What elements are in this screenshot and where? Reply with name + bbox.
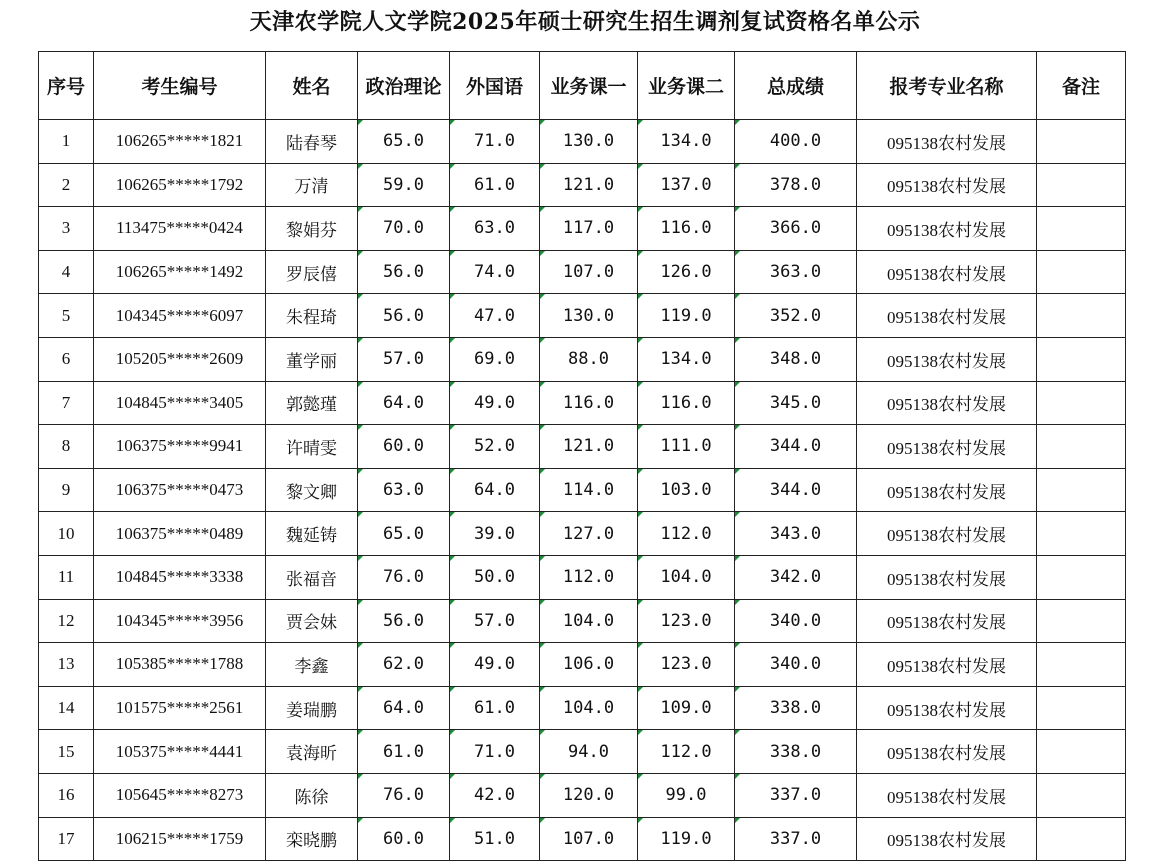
- cell-index: 14: [39, 686, 94, 730]
- cell-name: 万清: [266, 163, 358, 207]
- cell-course-1: 104.0: [540, 686, 638, 730]
- cell-foreign-language: 50.0: [450, 555, 540, 599]
- cell-course-2: 116.0: [638, 207, 735, 251]
- cell-course-1: 112.0: [540, 555, 638, 599]
- cell-foreign-language: 47.0: [450, 294, 540, 338]
- table-row: [39, 207, 1126, 251]
- cell-course-1: 106.0: [540, 643, 638, 687]
- cell-remark: [1037, 120, 1126, 164]
- cell-major: 095138农村发展: [857, 686, 1037, 730]
- cell-major: 095138农村发展: [857, 730, 1037, 774]
- cell-politics: 59.0: [358, 163, 450, 207]
- cell-name: 姜瑞鹏: [266, 686, 358, 730]
- cell-name: 栾晓鹏: [266, 817, 358, 861]
- cell-total: 345.0: [735, 381, 857, 425]
- cell-name: 袁海昕: [266, 730, 358, 774]
- cell-candidate-id: 106375*****0489: [94, 512, 266, 556]
- cell-major: 095138农村发展: [857, 250, 1037, 294]
- cell-major: 095138农村发展: [857, 425, 1037, 469]
- cell-foreign-language: 39.0: [450, 512, 540, 556]
- table-row: [39, 425, 1126, 469]
- table-row: [39, 599, 1126, 643]
- cell-name: 董学丽: [266, 337, 358, 381]
- cell-politics: 56.0: [358, 250, 450, 294]
- cell-course-2: 134.0: [638, 120, 735, 164]
- cell-foreign-language: 49.0: [450, 643, 540, 687]
- cell-major: 095138农村发展: [857, 163, 1037, 207]
- cell-index: 4: [39, 250, 94, 294]
- cell-politics: 64.0: [358, 381, 450, 425]
- cell-index: 2: [39, 163, 94, 207]
- cell-index: 11: [39, 555, 94, 599]
- cell-politics: 64.0: [358, 686, 450, 730]
- cell-index: 16: [39, 773, 94, 817]
- cell-name: 陆春琴: [266, 120, 358, 164]
- cell-course-2: 123.0: [638, 643, 735, 687]
- cell-foreign-language: 61.0: [450, 163, 540, 207]
- cell-politics: 56.0: [358, 294, 450, 338]
- table-row: [39, 468, 1126, 512]
- cell-major: 095138农村发展: [857, 381, 1037, 425]
- cell-major: 095138农村发展: [857, 294, 1037, 338]
- header-row: [39, 52, 1126, 120]
- cell-total: 348.0: [735, 337, 857, 381]
- header-candidate-id: 考生编号: [94, 52, 266, 120]
- cell-foreign-language: 42.0: [450, 773, 540, 817]
- cell-candidate-id: 104345*****6097: [94, 294, 266, 338]
- cell-foreign-language: 64.0: [450, 468, 540, 512]
- cell-foreign-language: 49.0: [450, 381, 540, 425]
- cell-major: 095138农村发展: [857, 512, 1037, 556]
- page-title: 天津农学院人文学院2025年硕士研究生招生调剂复试资格名单公示: [249, 9, 921, 35]
- header-remark: 备注: [1037, 52, 1126, 120]
- cell-remark: [1037, 730, 1126, 774]
- header-index: 序号: [39, 52, 94, 120]
- cell-name: 黎娟芬: [266, 207, 358, 251]
- cell-foreign-language: 71.0: [450, 730, 540, 774]
- cell-course-1: 116.0: [540, 381, 638, 425]
- cell-candidate-id: 106215*****1759: [94, 817, 266, 861]
- cell-candidate-id: 104845*****3405: [94, 381, 266, 425]
- cell-major: 095138农村发展: [857, 120, 1037, 164]
- header-course-1: 业务课一: [540, 52, 638, 120]
- cell-course-2: 119.0: [638, 817, 735, 861]
- cell-total: 343.0: [735, 512, 857, 556]
- table-row: [39, 555, 1126, 599]
- cell-course-1: 127.0: [540, 512, 638, 556]
- cell-politics: 60.0: [358, 817, 450, 861]
- table-body: [39, 120, 1126, 861]
- cell-name: 李鑫: [266, 643, 358, 687]
- cell-major: 095138农村发展: [857, 643, 1037, 687]
- cell-course-1: 88.0: [540, 337, 638, 381]
- cell-foreign-language: 63.0: [450, 207, 540, 251]
- cell-name: 陈徐: [266, 773, 358, 817]
- cell-total: 366.0: [735, 207, 857, 251]
- cell-politics: 70.0: [358, 207, 450, 251]
- cell-politics: 65.0: [358, 120, 450, 164]
- cell-index: 13: [39, 643, 94, 687]
- cell-name: 张福音: [266, 555, 358, 599]
- cell-remark: [1037, 337, 1126, 381]
- cell-name: 郭懿瑾: [266, 381, 358, 425]
- table-row: [39, 773, 1126, 817]
- cell-name: 贾会妹: [266, 599, 358, 643]
- cell-total: 344.0: [735, 468, 857, 512]
- header-total: 总成绩: [735, 52, 857, 120]
- cell-remark: [1037, 643, 1126, 687]
- cell-remark: [1037, 686, 1126, 730]
- cell-course-1: 104.0: [540, 599, 638, 643]
- cell-candidate-id: 113475*****0424: [94, 207, 266, 251]
- cell-course-2: 126.0: [638, 250, 735, 294]
- cell-politics: 76.0: [358, 773, 450, 817]
- header-major: 报考专业名称: [857, 52, 1037, 120]
- cell-remark: [1037, 207, 1126, 251]
- cell-politics: 65.0: [358, 512, 450, 556]
- cell-course-1: 94.0: [540, 730, 638, 774]
- cell-total: 363.0: [735, 250, 857, 294]
- cell-remark: [1037, 381, 1126, 425]
- cell-course-1: 107.0: [540, 817, 638, 861]
- cell-course-1: 107.0: [540, 250, 638, 294]
- cell-total: 400.0: [735, 120, 857, 164]
- cell-remark: [1037, 163, 1126, 207]
- cell-total: 352.0: [735, 294, 857, 338]
- cell-course-2: 112.0: [638, 512, 735, 556]
- cell-index: 17: [39, 817, 94, 861]
- cell-total: 337.0: [735, 773, 857, 817]
- cell-remark: [1037, 599, 1126, 643]
- cell-politics: 56.0: [358, 599, 450, 643]
- cell-name: 朱程琦: [266, 294, 358, 338]
- cell-foreign-language: 71.0: [450, 120, 540, 164]
- cell-name: 魏延铸: [266, 512, 358, 556]
- cell-index: 1: [39, 120, 94, 164]
- cell-course-2: 104.0: [638, 555, 735, 599]
- cell-foreign-language: 69.0: [450, 337, 540, 381]
- cell-index: 15: [39, 730, 94, 774]
- cell-index: 9: [39, 468, 94, 512]
- cell-foreign-language: 52.0: [450, 425, 540, 469]
- table-row: [39, 730, 1126, 774]
- cell-candidate-id: 106265*****1792: [94, 163, 266, 207]
- cell-course-1: 130.0: [540, 294, 638, 338]
- cell-major: 095138农村发展: [857, 817, 1037, 861]
- cell-name: 罗辰僖: [266, 250, 358, 294]
- cell-candidate-id: 106265*****1821: [94, 120, 266, 164]
- cell-politics: 57.0: [358, 337, 450, 381]
- cell-candidate-id: 105645*****8273: [94, 773, 266, 817]
- cell-remark: [1037, 512, 1126, 556]
- cell-total: 342.0: [735, 555, 857, 599]
- header-course-2: 业务课二: [638, 52, 735, 120]
- cell-index: 10: [39, 512, 94, 556]
- cell-course-2: 109.0: [638, 686, 735, 730]
- cell-remark: [1037, 773, 1126, 817]
- table-row: [39, 294, 1126, 338]
- table-row: [39, 381, 1126, 425]
- cell-major: 095138农村发展: [857, 468, 1037, 512]
- cell-remark: [1037, 294, 1126, 338]
- cell-course-2: 123.0: [638, 599, 735, 643]
- cell-index: 5: [39, 294, 94, 338]
- cell-course-1: 117.0: [540, 207, 638, 251]
- cell-index: 7: [39, 381, 94, 425]
- cell-politics: 76.0: [358, 555, 450, 599]
- cell-candidate-id: 106375*****0473: [94, 468, 266, 512]
- cell-course-1: 130.0: [540, 120, 638, 164]
- cell-foreign-language: 74.0: [450, 250, 540, 294]
- cell-remark: [1037, 555, 1126, 599]
- cell-course-1: 121.0: [540, 163, 638, 207]
- cell-course-2: 137.0: [638, 163, 735, 207]
- cell-course-2: 112.0: [638, 730, 735, 774]
- cell-candidate-id: 106265*****1492: [94, 250, 266, 294]
- cell-major: 095138农村发展: [857, 337, 1037, 381]
- header-name: 姓名: [266, 52, 358, 120]
- header-foreign-language: 外国语: [450, 52, 540, 120]
- cell-candidate-id: 104845*****3338: [94, 555, 266, 599]
- table-row: [39, 686, 1126, 730]
- admission-list-table: [38, 51, 1126, 861]
- cell-total: 340.0: [735, 643, 857, 687]
- cell-candidate-id: 105385*****1788: [94, 643, 266, 687]
- table-row: [39, 512, 1126, 556]
- cell-course-1: 114.0: [540, 468, 638, 512]
- cell-remark: [1037, 817, 1126, 861]
- cell-candidate-id: 105375*****4441: [94, 730, 266, 774]
- cell-index: 12: [39, 599, 94, 643]
- cell-remark: [1037, 250, 1126, 294]
- cell-candidate-id: 104345*****3956: [94, 599, 266, 643]
- cell-course-2: 103.0: [638, 468, 735, 512]
- cell-major: 095138农村发展: [857, 207, 1037, 251]
- cell-total: 338.0: [735, 730, 857, 774]
- cell-foreign-language: 51.0: [450, 817, 540, 861]
- cell-politics: 60.0: [358, 425, 450, 469]
- cell-total: 340.0: [735, 599, 857, 643]
- cell-course-1: 121.0: [540, 425, 638, 469]
- cell-politics: 61.0: [358, 730, 450, 774]
- cell-course-1: 120.0: [540, 773, 638, 817]
- cell-candidate-id: 105205*****2609: [94, 337, 266, 381]
- table-row: [39, 250, 1126, 294]
- cell-foreign-language: 57.0: [450, 599, 540, 643]
- cell-name: 许晴雯: [266, 425, 358, 469]
- table-row: [39, 337, 1126, 381]
- header-politics: 政治理论: [358, 52, 450, 120]
- cell-total: 338.0: [735, 686, 857, 730]
- cell-index: 3: [39, 207, 94, 251]
- cell-major: 095138农村发展: [857, 599, 1037, 643]
- cell-politics: 62.0: [358, 643, 450, 687]
- cell-total: 337.0: [735, 817, 857, 861]
- cell-course-2: 116.0: [638, 381, 735, 425]
- cell-index: 6: [39, 337, 94, 381]
- cell-major: 095138农村发展: [857, 773, 1037, 817]
- cell-remark: [1037, 425, 1126, 469]
- cell-major: 095138农村发展: [857, 555, 1037, 599]
- cell-candidate-id: 106375*****9941: [94, 425, 266, 469]
- cell-politics: 63.0: [358, 468, 450, 512]
- cell-course-2: 119.0: [638, 294, 735, 338]
- table-row: [39, 643, 1126, 687]
- table-row: [39, 817, 1126, 861]
- cell-course-2: 134.0: [638, 337, 735, 381]
- cell-name: 黎文卿: [266, 468, 358, 512]
- cell-candidate-id: 101575*****2561: [94, 686, 266, 730]
- table-row: [39, 120, 1126, 164]
- cell-remark: [1037, 468, 1126, 512]
- cell-index: 8: [39, 425, 94, 469]
- cell-total: 344.0: [735, 425, 857, 469]
- cell-course-2: 111.0: [638, 425, 735, 469]
- cell-foreign-language: 61.0: [450, 686, 540, 730]
- table-row: [39, 163, 1126, 207]
- cell-total: 378.0: [735, 163, 857, 207]
- cell-course-2: 99.0: [638, 773, 735, 817]
